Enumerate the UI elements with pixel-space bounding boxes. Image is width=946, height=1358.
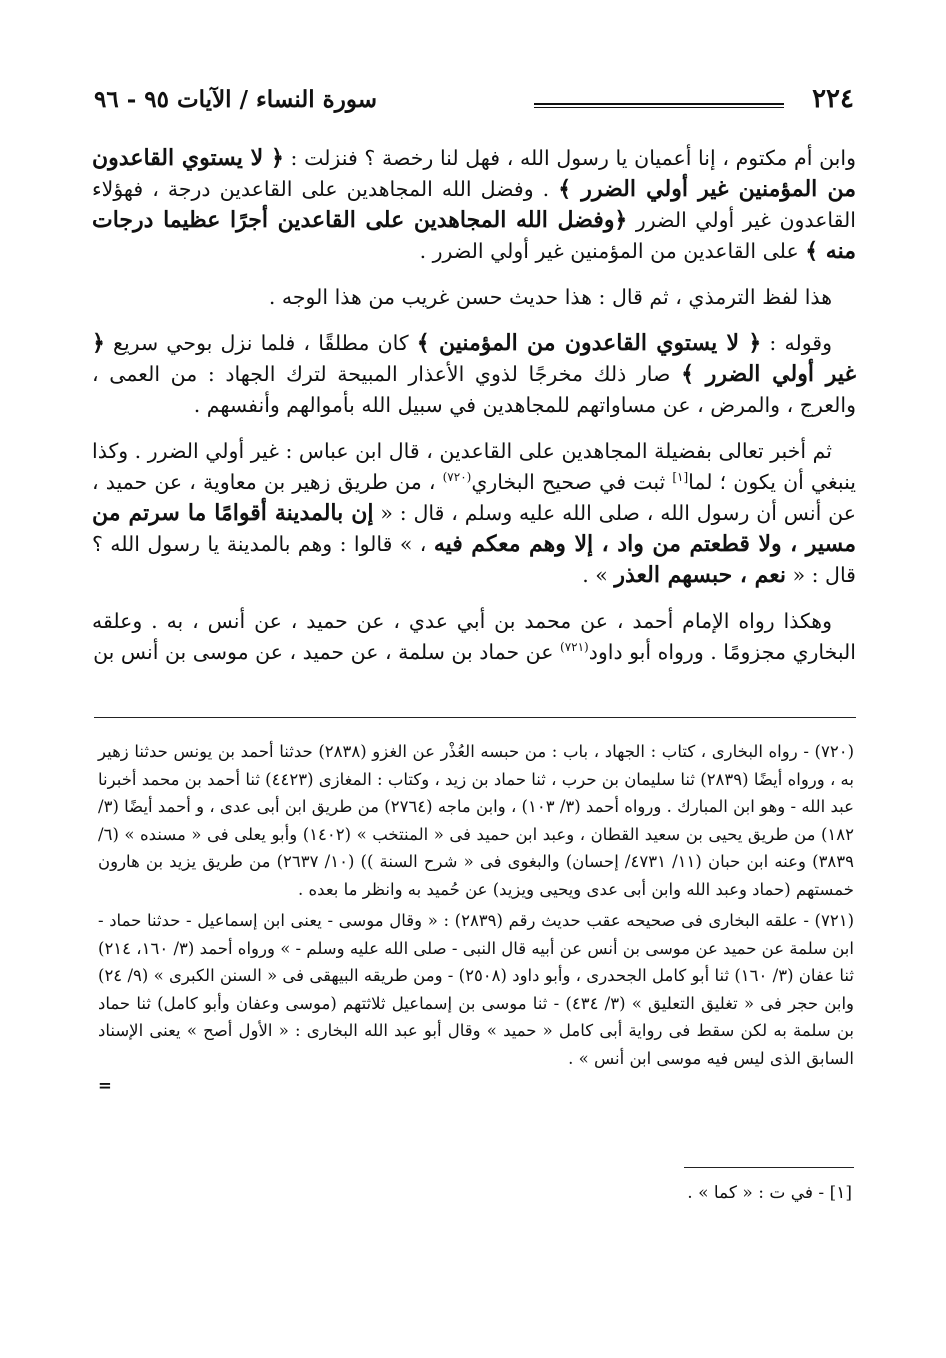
editor-note: [١] - في ت : « كما » . [687, 1183, 852, 1203]
paragraph-5 [92, 606, 856, 668]
text-run: وابن أم مكتوم ، إنا أعميان يا رسول الله ، فهل لنا رخصة ؟ فنزلت : [283, 146, 856, 170]
text-run: كان مطلقًا ، فلما نزل بوحي سريع [104, 331, 417, 355]
quran-verse: ﴿ لا يستوي القاعدون من المؤمنين ﴾ [416, 330, 762, 356]
page-number: ٢٢٤ [812, 84, 854, 114]
main-text [92, 143, 856, 683]
footnote-721: (٧٢١) - علقه البخارى فى صحيحه عقب حديث رقم (٢٨٣٩) : « وقال موسى - يعنى ابن إسماعيل - حدثنا حماد - ابن سلمة عن حميد عن موسى بن أنس عن أبيه قال النبى - صلى الله عليه وسلم - » ورواه أحمد (٣/ ١٦٠، ٢١٤) ثنا عفان (٣/ ١٦٠) ثنا أبو كامل الجحدرى ، وأبو داود (٢٥٠٨) - ومن طريقه البيهقى فى « السنن الكبرى » (٩/ ٢٤) وابن حجر فى « تغليق التعليق » (٣/ ٤٣٤) - ثنا موسى بن إسماعيل ثلاثتهم (موسى وعفان وأبو كامل) ثنا حماد بن سلمة به لكن سقط فى رواية أبى كامل « حميد » وقال أبو عبد الله البخارى : « الأول أصح » يعنى الإسناد السابق الذى ليس فيه موسى ابن أنس » . [98, 911, 855, 1068]
footnote-720: (٧٢٠) - رواه البخارى ، كتاب : الجهاد ، باب : من حبسه العُذْر عن الغزو (٢٨٣٨) حدثنا أحمد بن يونس حدثنا زهير به ، ورواه أيضًا (٢٨٣٩) ثنا سليمان بن حرب ، ثنا حماد بن زيد ، وكتاب : المغازى (٤٤٢٣) ثنا أحمد بن محمد أخبرنا عبد الله - وهو ابن المبارك . ورواه أحمد (٣/ ١٠٣) ، وابن ماجه (٢٧٦٤) من طريق ابن أبى عدى ، و أحمد أيضًا (٣/ ١٨٢) من طريق يحيى بن سعيد القطان ، وعبد ابن حميد فى « المنتخب » (١٤٠٢) وأبو يعلى فى « مسنده » (٦/ ٣٨٣٩) وعنه ابن حبان (١١/ ٤٧٣١/ إحسان) والبغوى فى « شرح السنة )) (١٠/ ٢٦٣٧) من طريق يزيد بن هارون خمستهم (حماد وعبد الله وابن أبى عدى ويحيى ويزيد) عن حُميد به وانظر ما بعده . [98, 742, 855, 899]
text-run: على القاعدين من المؤمنين غير أولي الضرر . [419, 239, 806, 263]
text-run: صار ذلك مخرجًا لذوي الأعذار المبيحة لترك الجهاد : من العمى ، والعرج ، والمرض ، عن مساواتهم للمجاهدين في سبيل الله بأموالهم وأنفسهم . [92, 362, 856, 417]
paragraph-4 [92, 436, 856, 591]
text-run: ، من طريق زهير بن معاوية ، عن حميد ، عن أنس أن رسول الله ، صلى الله عليه وسلم ، قال : « [92, 470, 856, 525]
footnotes [98, 738, 854, 1096]
text-run: . وفضل الله المجاهدين على القاعدين درجة ، فهؤلاء القاعدون غير أولي الضرر [92, 177, 856, 232]
editor-note-ref: [١] [672, 470, 689, 485]
text-run: وهكذا رواه الإمام أحمد ، عن محمد بن أبي عدي ، عن حميد ، عن أنس ، به . وعلقه البخاري مجزومًا . ورواه أبو داود [92, 609, 856, 664]
footnote-ref: (٧٢٠) [442, 470, 472, 485]
text-run: » . [582, 563, 615, 587]
header-rule [534, 103, 784, 108]
page-header [94, 84, 854, 124]
paragraph-1 [92, 143, 856, 267]
hadith-text: إن بالمدينة أقوامًا ما سرتم من مسير ، ولا قطعتم من واد ، إلا وهم معكم فيه [92, 500, 856, 557]
quran-verse: ﴿وفضل الله المجاهدين على القاعدين أجرًا عظيما درجات منه ﴾ [92, 207, 856, 264]
quran-verse: ﴿ لا يستوي القاعدون من المؤمنين غير أولي الضرر ﴾ [92, 145, 857, 202]
text-run: عن حماد بن سلمة ، عن حميد ، عن موسى بن أنس بن [93, 640, 560, 664]
running-title: سورة النساء / الآيات ٩٥ - ٩٦ [94, 86, 377, 113]
text-run: ثبت في صحيح البخاري [471, 470, 673, 494]
text-run: وقوله : [761, 331, 832, 355]
text-run: ثم أخبر تعالى بفضيلة المجاهدين على القاعدين ، قال ابن عباس : غير أولي الضرر . وكذا ينبغي أن يكون ؛ لما [92, 439, 856, 494]
text-run: ، » قالوا : وهم بالمدينة يا رسول الله ؟ قال : « [92, 532, 856, 587]
continuation-mark: = [98, 1076, 112, 1095]
editor-note-separator [684, 1167, 854, 1168]
footnote-ref: (٧٢١) [560, 640, 589, 655]
paragraph-3 [92, 328, 856, 421]
quran-verse: ﴿ غير أولي الضرر ﴾ [92, 330, 856, 387]
hadith-text: نعم ، حبسهم العذر [614, 562, 787, 588]
footnote-separator [94, 717, 856, 718]
paragraph-2: هذا لفظ الترمذي ، ثم قال : هذا حديث حسن غريب من هذا الوجه . [268, 285, 832, 309]
